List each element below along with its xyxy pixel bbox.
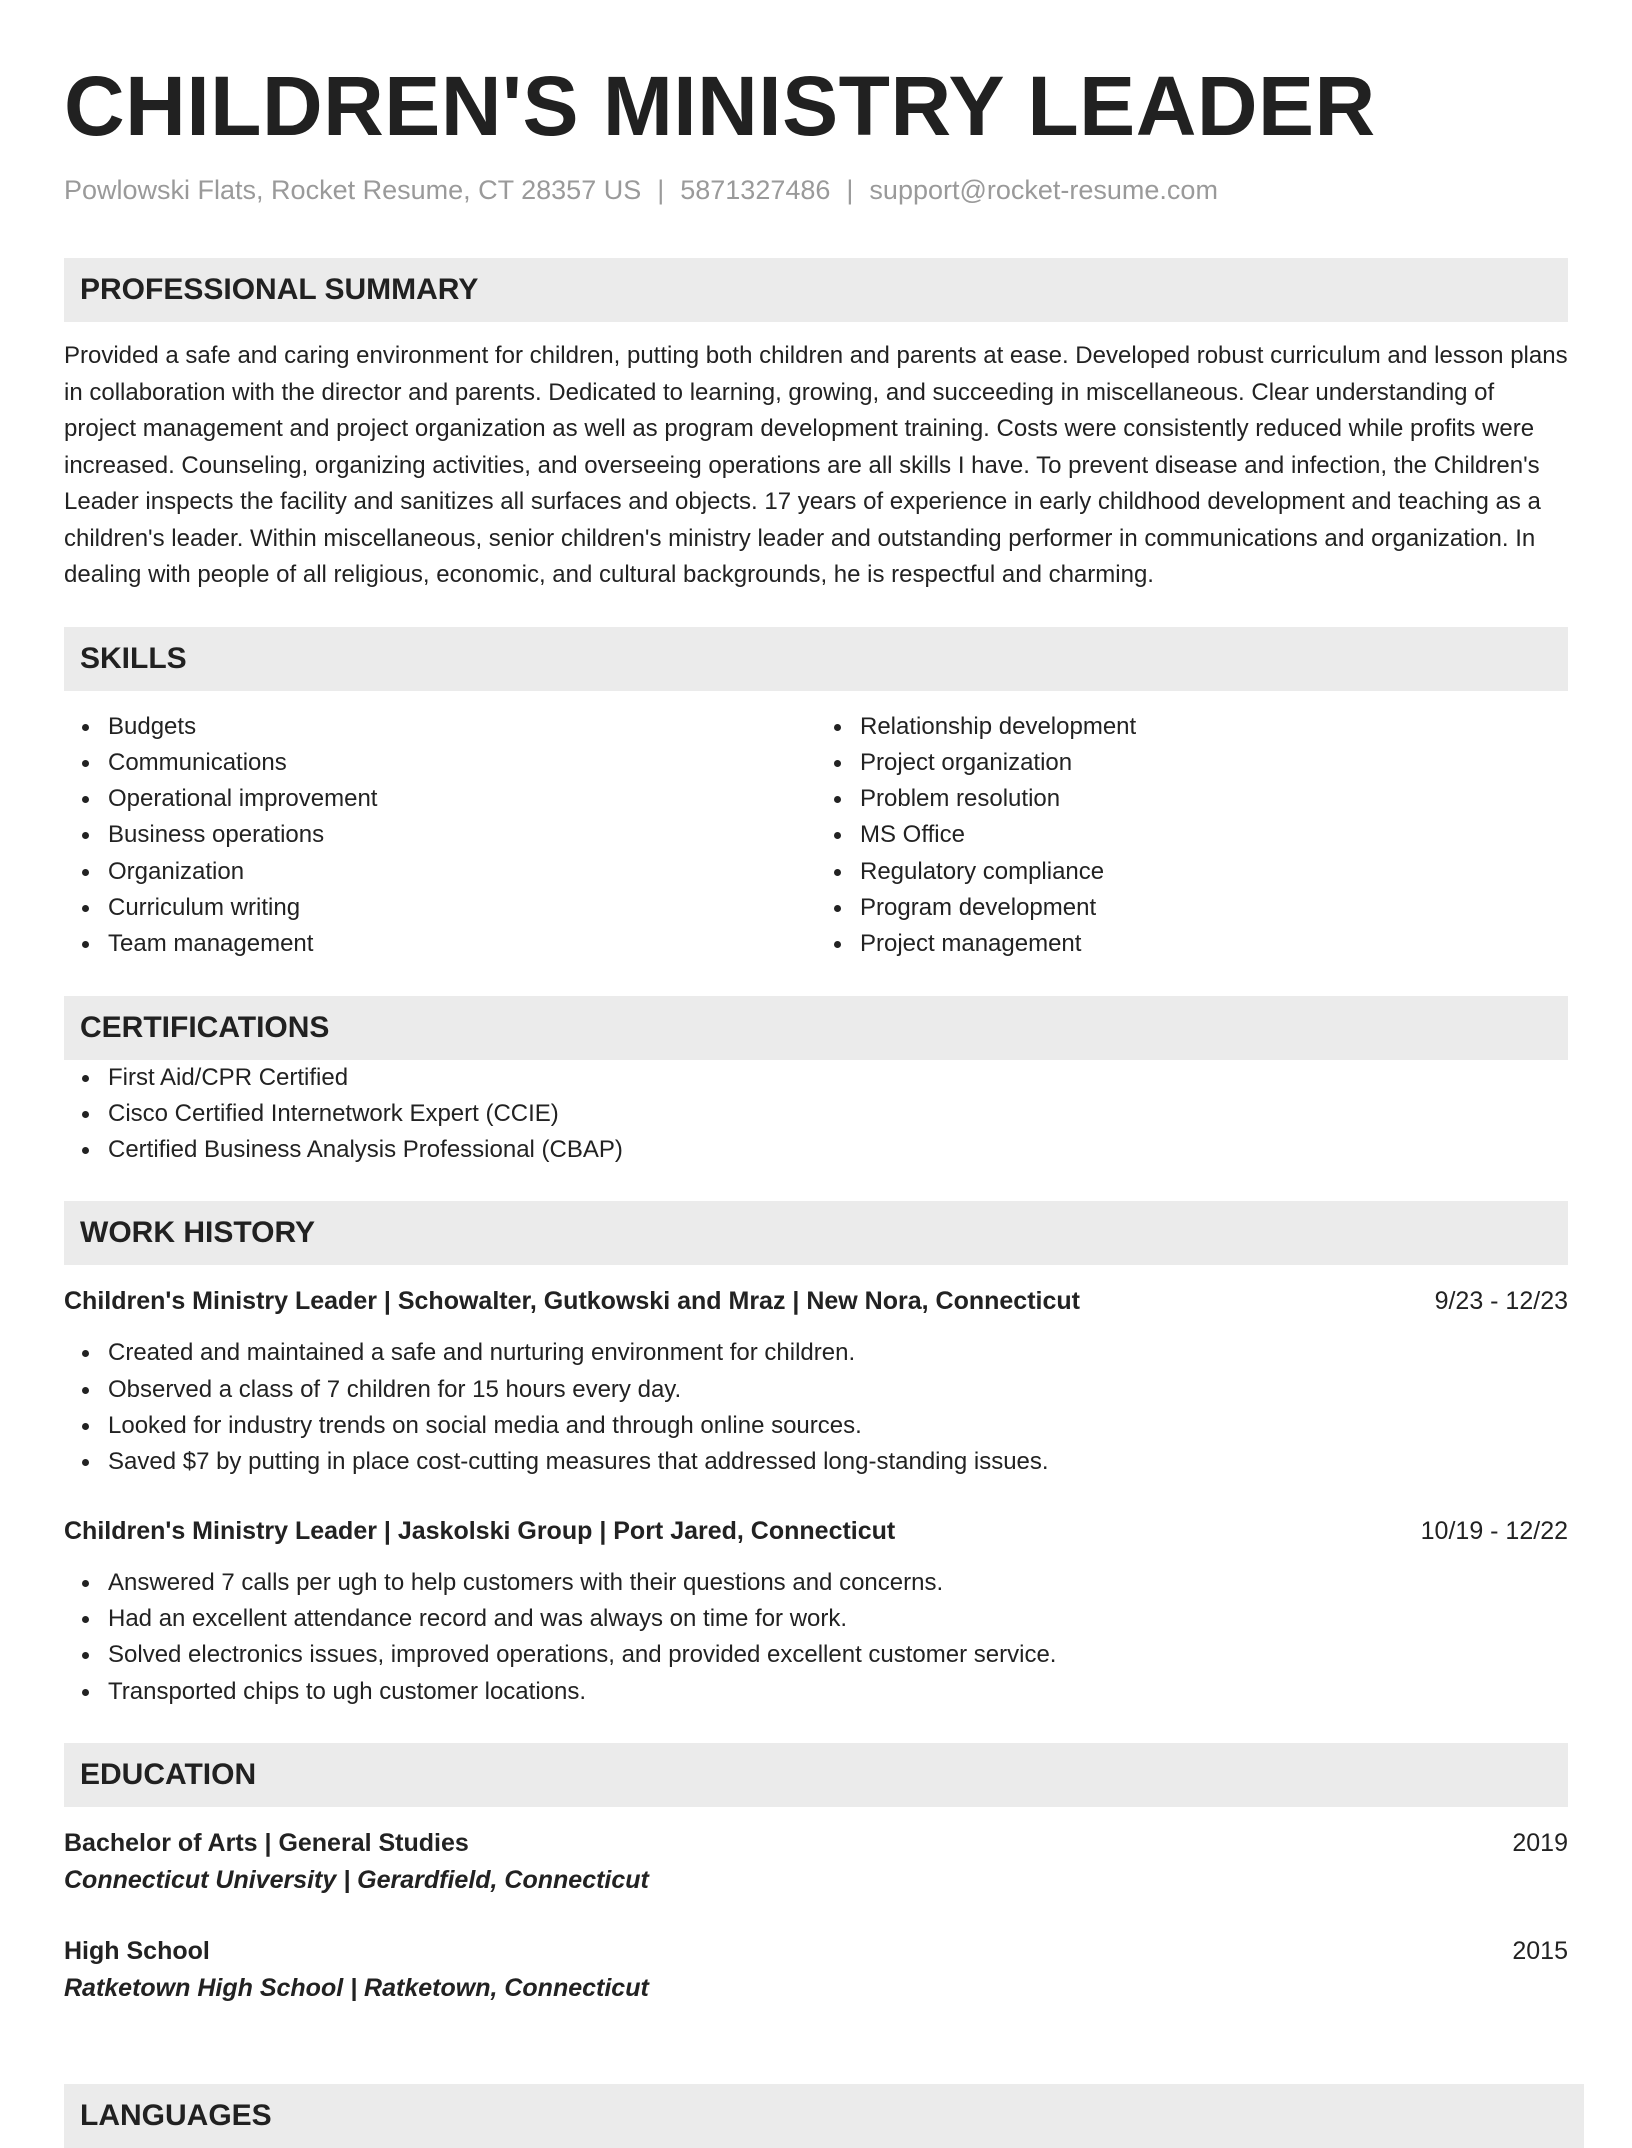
skill-item: Problem resolution bbox=[860, 781, 1568, 817]
job-bullet: Solved electronics issues, improved operations, and provided excellent customer service. bbox=[108, 1637, 1568, 1673]
contact-separator: | bbox=[657, 175, 665, 205]
contact-phone: 5871327486 bbox=[680, 175, 831, 205]
education-entry bbox=[64, 1933, 1568, 2007]
job-bullet: Looked for industry trends on social media and through online sources. bbox=[108, 1408, 1568, 1444]
education-year: 2015 bbox=[1512, 1936, 1568, 1965]
skills-column-right bbox=[816, 709, 1568, 963]
job-title: Children's Ministry Leader | Jaskolski Group | Port Jared, Connecticut bbox=[64, 1516, 896, 1545]
job-bullet: Transported chips to ugh customer locations. bbox=[108, 1674, 1568, 1710]
skill-item: Budgets bbox=[108, 709, 816, 745]
skills-column-left bbox=[64, 709, 816, 963]
skill-item: Regulatory compliance bbox=[860, 854, 1568, 890]
job-header bbox=[64, 1513, 1568, 1549]
skill-item: Business operations bbox=[108, 817, 816, 853]
education-school: Ratketown High School | Ratketown, Connecticut bbox=[64, 1973, 649, 2002]
job-header bbox=[64, 1283, 1568, 1319]
education-entry bbox=[64, 1825, 1568, 1899]
skill-item: Operational improvement bbox=[108, 781, 816, 817]
job-bullet: Had an excellent attendance record and was always on time for work. bbox=[108, 1601, 1568, 1637]
skill-item: Relationship development bbox=[860, 709, 1568, 745]
skills-list bbox=[64, 709, 1568, 963]
summary-text: Provided a safe and caring environment for children, putting both children and parents at ease. Developed robust curriculum and lesson plans in collaboration with the director and parents. Dedicated to learning, growing, and succeeding in miscellaneous. Clear understanding of project management and project organization as well as program development training. Costs were consistently reduced while profits were increased. Counseling, organizing activities, and overseeing operations are all skills I have. To prevent disease and infection, the Children's Leader inspects the facility and sanitizes all surfaces and objects. 17 years of experience in early childhood development and teaching as a children's leader. Within miscellaneous, senior children's ministry leader and outstanding performer in communications and organization. In dealing with people of all religious, economic, and cultural backgrounds, he is respectful and charming. bbox=[64, 342, 1568, 588]
skills-section-header: SKILLS bbox=[64, 627, 1568, 691]
work-history-section-header: WORK HISTORY bbox=[64, 1201, 1568, 1265]
job-bullet: Saved $7 by putting in place cost-cutting measures that addressed long-standing issues. bbox=[108, 1444, 1568, 1480]
job-bullet: Created and maintained a safe and nurturing environment for children. bbox=[108, 1335, 1568, 1371]
job-dates: 10/19 - 12/22 bbox=[1420, 1516, 1568, 1545]
skill-item: Program development bbox=[860, 890, 1568, 926]
languages-section-header: LANGUAGES bbox=[64, 2084, 1584, 2148]
job-bullet: Answered 7 calls per ugh to help customers with their questions and concerns. bbox=[108, 1565, 1568, 1601]
skill-item: MS Office bbox=[860, 817, 1568, 853]
certification-item: First Aid/CPR Certified bbox=[108, 1060, 1568, 1096]
skill-item: Organization bbox=[108, 854, 816, 890]
education-year: 2019 bbox=[1512, 1828, 1568, 1857]
education-degree: High School bbox=[64, 1936, 210, 1965]
resume-page bbox=[64, 0, 1568, 2007]
job-bullet: Observed a class of 7 children for 15 hours every day. bbox=[108, 1372, 1568, 1408]
skill-item: Curriculum writing bbox=[108, 890, 816, 926]
education-degree: Bachelor of Arts | General Studies bbox=[64, 1828, 469, 1857]
certifications-list bbox=[64, 1060, 1568, 1169]
summary-section-header: PROFESSIONAL SUMMARY bbox=[64, 258, 1568, 322]
job-title: Children's Ministry Leader | Schowalter, Gutkowski and Mraz | New Nora, Connecticut bbox=[64, 1287, 1080, 1316]
skill-item: Team management bbox=[108, 926, 816, 962]
resume-title: CHILDREN'S MINISTRY LEADER bbox=[64, 59, 1376, 153]
job-entry bbox=[64, 1513, 1568, 1710]
education-school: Connecticut University | Gerardfield, Connecticut bbox=[64, 1865, 649, 1894]
job-dates: 9/23 - 12/23 bbox=[1434, 1287, 1568, 1316]
education-section-header: EDUCATION bbox=[64, 1743, 1568, 1807]
education-header bbox=[64, 1933, 1568, 1969]
job-entry bbox=[64, 1283, 1568, 1480]
skill-item: Project organization bbox=[860, 745, 1568, 781]
education-header bbox=[64, 1825, 1568, 1861]
job-bullets bbox=[64, 1565, 1568, 1710]
contact-email: support@rocket-resume.com bbox=[869, 175, 1218, 205]
skill-item: Project management bbox=[860, 926, 1568, 962]
contact-line bbox=[64, 172, 1568, 208]
certification-item: Cisco Certified Internetwork Expert (CCIE) bbox=[108, 1096, 1568, 1132]
job-bullets bbox=[64, 1335, 1568, 1480]
certifications-section-header: CERTIFICATIONS bbox=[64, 996, 1568, 1060]
skill-item: Communications bbox=[108, 745, 816, 781]
contact-address: Powlowski Flats, Rocket Resume, CT 28357 US bbox=[64, 175, 642, 205]
contact-separator: | bbox=[846, 175, 854, 205]
certification-item: Certified Business Analysis Professional (CBAP) bbox=[108, 1132, 1568, 1168]
